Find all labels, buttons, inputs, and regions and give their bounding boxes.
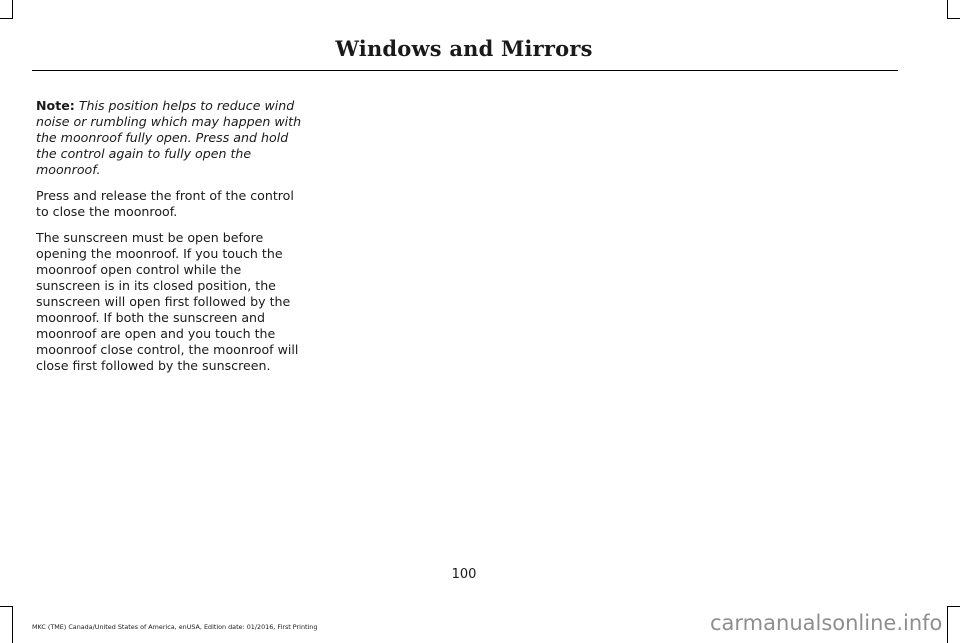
crop-mark-top-right-h <box>947 18 960 19</box>
crop-mark-top-left-v <box>12 0 13 18</box>
note-label: Note: <box>36 98 75 113</box>
note-text: This position helps to reduce wind noise or rumbling which may happen with the moonroof fully open. Press and hold the control again to fully open the moonroof. <box>36 98 302 177</box>
crop-mark-top-right-v <box>947 0 948 18</box>
edition-footer: MKC (TME) Canada/United States of America, enUSA, Edition date: 01/2016, First Printing <box>32 623 318 631</box>
body-paragraph-2: The sunscreen must be open before opening the moonroof. If you touch the moonroof open control while the sunscreen is in its closed position, the sunscreen will open first followed by the moonroof. If both the sunscreen and moonroof are open and you touch the moonroof close control, the moonroof will close first followed by the sunscreen. <box>36 230 299 373</box>
body-paragraph-1: Press and release the front of the control to close the moonroof. <box>36 188 294 219</box>
watermark-link[interactable]: carmanualsonline.info <box>710 611 943 635</box>
text-column <box>36 98 308 384</box>
note-paragraph <box>36 98 308 178</box>
crop-mark-bottom-left-h <box>0 606 13 607</box>
header-divider <box>32 70 898 71</box>
crop-mark-bottom-right-h <box>947 606 960 607</box>
page-number: 100 <box>451 567 477 582</box>
crop-mark-top-left-h <box>0 18 13 19</box>
page-header-title: Windows and Mirrors <box>335 36 593 61</box>
crop-mark-bottom-left-v <box>12 606 13 643</box>
crop-mark-bottom-right-v <box>947 606 948 643</box>
